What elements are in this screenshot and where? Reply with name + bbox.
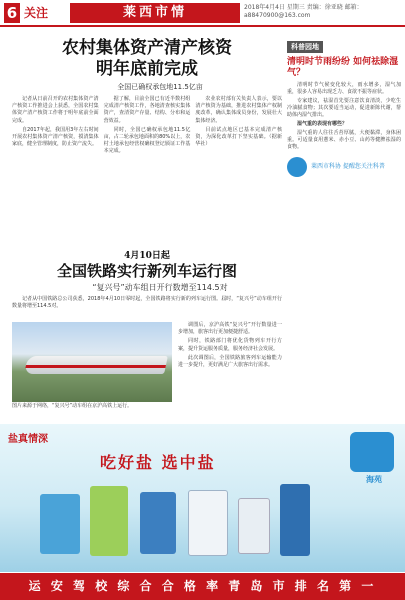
train-photo — [12, 322, 172, 402]
brand-logo-text: 海苑 — [366, 475, 382, 484]
paragraph: 记者从中国铁路总公司获悉，2018年4月10日零时起，全国铁路将实行新的列车运行图。届时，“复兴号”动车组开行数量将增至114.5对。 — [12, 296, 282, 310]
salt-advertisement — [0, 424, 405, 572]
footer-text: 运 安 驾 校 综 合 合 格 率 青 岛 市 排 名 第 一 — [28, 579, 377, 593]
article1-col2 — [104, 96, 191, 246]
paragraph: 自2017年起，我国用3年左右时间开展农村集体资产清产核资，摸清集体家底，健全管理制度，防止资产流失。 — [12, 126, 99, 148]
paragraph: 同时，全国已确权承包地11.5亿亩，占二轮承包地面积的80%以上，农村土地承包经营权确权登记颁证工作基本完成。 — [103, 126, 191, 155]
paragraph: 据了解，目前全国已有近半数村组完成清产核资工作，各地清查核实集体资产，查清资产存量、结构、分布和运营效益。 — [103, 96, 191, 124]
sidebar-title: 清明时节雨纷纷 如何祛除湿气？ — [287, 57, 399, 78]
paragraph: 目前试点地区已基本完成清产核资，为深化改革打下坚实基础。（据新华社） — [195, 126, 283, 148]
paragraph: 清明时节气候变化较大，雨水增多，湿气加重，很多人容易出现乏力、食欲不振等症状。 — [287, 82, 401, 95]
article2-intro — [12, 296, 282, 320]
article2-intro-col — [12, 296, 282, 320]
article2-col2 — [178, 322, 282, 422]
sidebar-logo — [287, 157, 401, 177]
paragraph: 同时，铁路部门将优化货物列车开行方案，提升货运服务质量，服务经济社会发展。 — [178, 338, 282, 352]
section-title: 关注 — [24, 6, 49, 20]
salt-package — [188, 490, 228, 556]
article1-title-line2: 明年底前完成 — [96, 59, 198, 79]
sidebar-question: 湿气重的表现有哪些？ — [297, 121, 348, 127]
article2-kicker: 4月10日起 — [124, 251, 170, 261]
association-logo-icon — [287, 157, 307, 177]
masthead-band — [70, 3, 240, 23]
edition-meta: 2018年4月4日 星期三 责编：徐亚晓 邮箱：a88470900@163.com — [244, 4, 363, 19]
header-divider — [0, 25, 405, 27]
article1-col1 — [12, 96, 99, 246]
masthead-title: 莱西市情 — [122, 5, 187, 20]
ad-brand: 盐真情深 — [8, 434, 48, 445]
paragraph: 此次调图后，全国铁路旅客列车运输能力进一步提升，更好满足广大旅客出行需求。 — [178, 354, 282, 369]
sidebar-text — [287, 82, 401, 151]
salt-package — [90, 486, 128, 556]
paragraph: 记者从日前召开的农村集体资产清产核资工作推进会上获悉，全国农村集体资产清产核资工作将于明年底前全面完成。 — [12, 96, 99, 124]
article1-body — [12, 96, 282, 246]
salt-package — [140, 492, 176, 554]
salt-package — [238, 498, 270, 554]
salt-package — [40, 494, 80, 554]
article2-subtitle: “复兴号”动车组日开行数增至114.5对 — [92, 283, 228, 292]
bullet-train-shape — [24, 356, 168, 374]
article1-subtitle: 全国已确权承包地11.5亿亩 — [117, 83, 203, 91]
page-number: 6 — [4, 3, 20, 23]
photo-caption: 图片来源于网络，“复兴号”动车组在京沪高铁上运行。 — [12, 403, 133, 409]
paragraph: 农业农村部有关负责人表示，要以清产核资为基础，推进农村集体产权制度改革，确认集体成员身份，发展壮大集体经济。 — [195, 96, 283, 124]
paragraph: 专家建议，祛湿首先要注意饮食清淡，少吃生冷油腻食物；其次要适当运动，促进新陈代谢，帮助体内湿气排出。 — [287, 98, 401, 118]
sidebar-logo-text: 莱西市科协 提醒您关注科普 — [311, 163, 385, 170]
salt-package — [280, 484, 310, 556]
brand-logo-icon — [350, 432, 394, 472]
article2-title: 全国铁路实行新列车运行图 — [56, 262, 237, 280]
page-header — [0, 0, 405, 28]
footer-banner — [0, 573, 405, 600]
sidebar-head: 科普园地 — [287, 41, 323, 53]
paragraph: 调图后，京沪高铁“复兴号”开行数量进一步增加，旅客出行更加便捷舒适。 — [178, 322, 282, 336]
article1-title-line1: 农村集体资产清产核资 — [62, 38, 232, 58]
ad-slogan: 吃好盐 选中盐 — [100, 453, 216, 472]
article1-col3 — [195, 96, 282, 246]
train-stripe — [25, 365, 166, 368]
article2-body — [178, 322, 282, 422]
paragraph: 湿气重的人往往舌苔厚腻，大便黏滞，身体困重。可适量食用薏米、赤小豆、山药等健脾祛湿的食物。 — [287, 130, 401, 150]
